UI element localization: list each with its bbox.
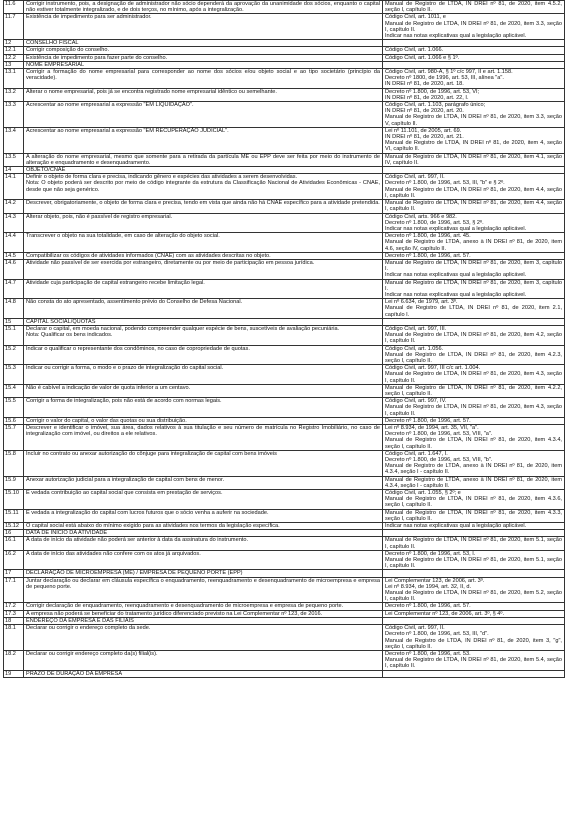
description-line: Atividade não passível de ser exercida por estrangeiro, diretamente ou por meio de participação em pessoa jurídica. [26,259,315,266]
requirement-description [24,523,383,530]
item-number: 18 [4,617,24,624]
table-row [4,384,565,397]
legal-reference [383,61,565,68]
description-line: Não é cabível a indicação de valor de quota inferior a um centavo. [26,384,191,391]
requirement-description [24,537,383,550]
description-line: Indicar ou corrigir a forma, o modo e o prazo de integralização do capital social. [26,365,224,372]
reference-line: Código Civil, art. 1.647, I. [385,450,448,457]
section-title [24,61,383,68]
reference-line: Indicar nas notas explicativas qual a legislação aplicável. [385,33,527,40]
legal-reference [383,384,565,397]
table-row [4,476,565,489]
reference-line: Manual de Registro de LTDA, IN DREI nº 81, de 2020, item 4.4, seção I, capítulo II. [385,200,562,213]
legal-reference [383,153,565,166]
item-number: 13.3 [4,102,24,128]
description-line: CONSELHO FISCAL [26,40,79,47]
table-row [4,102,565,128]
reference-line: Decreto nº 1.800, de 1996, art. 57. [385,252,471,259]
description-line: Indicar o qualificar o representante dos condôminos, no caso de copropriedade de quotas. [26,345,250,352]
table-row [4,650,565,670]
reference-line: IN DREI nº 81, de 2020, art. 20. [385,108,464,115]
requirement-description [24,365,383,385]
item-number: 15.2 [4,345,24,365]
reference-line: IN DREI nº 81, de 2020, art. 21. [385,134,464,141]
item-number: 12.2 [4,54,24,61]
legal-reference [383,299,565,319]
legal-reference [383,167,565,174]
legal-reference [383,537,565,550]
legal-reference [383,325,565,345]
legal-reference [383,259,565,279]
reference-line: Manual de Registro de LTDA, IN DREI nº 81, de 2020, item 5.2, seção I, capítulo II. [385,590,562,603]
description-line: Não consta do ato apresentado, assentimento prévio do Conselho de Defesa Nacional. [26,299,243,306]
table-row [4,398,565,418]
description-line: OBJETO/CNAE [26,167,66,174]
description-line: A data de início da atividade não poderá ser anterior à data da assinatura do instrumento. [26,537,249,544]
reference-line: Manual de Registro de LTDA, IN DREI nº 81, de 2020, item 3, "g", seção I, capítulo II. [385,637,562,650]
reference-line: Manual de Registro de LTDA, IN DREI nº 81, de 2020, item 5.4, seção I, capítulo II. [385,657,562,670]
description-line: Transcrever o objeto na sua totalidade, em caso de alteração do objeto social. [26,233,220,240]
description-line: Declarar o capital, em moeda nacional, podendo compreender qualquer espécie de bens, suscetíveis de avaliação pecuniária. [26,325,340,332]
description-line: Descrever e identificar o imóvel, sua área, dados relativos à sua titulação e seu número de matrícula no Registro Imobiliário, no caso de integralização com imóvel, ou direitos a ele relativos. [26,425,380,438]
reference-line: Lei nº 11.101, de 2005, art. 69. [385,127,462,134]
reference-line: Indicar nas notas explicativas qual a legislação aplicável. [385,523,527,530]
legal-reference [383,200,565,213]
description-line: PRAZO DE DURAÇÃO DA EMPRESA [26,670,123,677]
item-number: 13.1 [4,69,24,89]
item-number: 15.11 [4,509,24,522]
description-line: NOME EMPRESARIAL [26,61,85,68]
requirement-description [24,425,383,451]
legal-reference [383,550,565,570]
section-row [4,570,565,577]
section-title [24,617,383,624]
item-number: 15.3 [4,365,24,385]
legal-reference [383,54,565,61]
legal-reference [383,476,565,489]
requirement-description [24,200,383,213]
description-line: Declarar ou corrigir o endereço completo da sede. [26,625,151,632]
reference-line: Lei Complementar 123, de 2006, art. 3º. [385,577,485,584]
reference-line: Lei nº 6.634, de 1979, art. 3º. [385,299,458,306]
item-number: 14.7 [4,279,24,299]
legal-reference [383,365,565,385]
table-row [4,450,565,476]
requirement-description [24,233,383,253]
reference-line: Decreto nº 1.800, de 1996, art. 53, III, "b" e § 2º. [385,180,505,187]
reference-line: Manual de Registro de LTDA, anexo à IN DREI nº 81, de 2020, item 4.3.4, seção I - capítulo II. [385,463,562,476]
requirement-description [24,345,383,365]
table-row [4,365,565,385]
table-row [4,54,565,61]
requirement-description [24,1,383,14]
legal-reference [383,650,565,670]
reference-line: Manual de Registro de LTDA, IN DREI nº 81, de 2020, item 4.2.3, seção I, capítulo II. [385,351,562,364]
requirement-description [24,550,383,570]
item-number: 17 [4,570,24,577]
legal-reference [383,213,565,233]
table-row [4,14,565,40]
description-line: Juntar declaração ou declarar em cláusula específica o enquadramento, reenquadramento e desenquadramento de microempresa e empresa de pequeno porte. [26,577,380,590]
table-row [4,213,565,233]
reference-line: Lei nº 8.934, de 1994, art. 35, VII, "a". [385,425,479,431]
description-line: CAPITAL SOCIAL/QUOTAS [26,318,96,325]
description-line: Existência de impedimento para fazer parte do conselho. [26,54,168,61]
section-title [24,167,383,174]
legal-reference [383,279,565,299]
item-number: 14.2 [4,200,24,213]
legal-reference [383,69,565,89]
legal-reference [383,670,565,677]
requirement-description [24,577,383,603]
table-row [4,259,565,279]
legal-reference [383,530,565,537]
section-row [4,617,565,624]
reference-line: Lei nº 8.934, de 1994, art. 32, II, d. [385,583,472,590]
item-number: 13 [4,61,24,68]
table-row [4,88,565,101]
table-row [4,625,565,651]
reference-line: Manual de Registro de LTDA, IN DREI nº 81, de 2020, item 4.3.6, seção I, capítulo II. [385,496,562,509]
item-number: 15.6 [4,417,24,424]
reference-line: Decreto nº 1.800, de 1996, art. 53, I. [385,550,476,557]
reference-line: Decreto nº 1.800, de 1996, art. 45. [385,233,471,240]
item-number: 16 [4,530,24,537]
item-number: 14.5 [4,252,24,259]
item-number: 15 [4,318,24,325]
description-line: Existência de impedimento para ser administrador. [26,14,152,21]
table-row [4,252,565,259]
reference-line: Código Civil, art. 1.055, § 2º; e [385,490,461,497]
section-row [4,61,565,68]
item-number: 13.4 [4,127,24,153]
item-number: 14.1 [4,174,24,200]
description-line: Corrigir declaração de enquadramento, reenquadramento e desenquadramento de microempresa e empresa de pequeno porte. [26,603,344,610]
reference-line: Código Civil, art. 1.056. [385,345,444,352]
reference-line: Manual de Registro de LTDA, IN DREI nº 81, de 2020, item 4, seção VI, capítulo II. [385,140,562,153]
legal-reference [383,603,565,610]
reference-line: Manual de Registro de LTDA, IN DREI nº 81, de 2020, item 5.1, seção I, capítulo II. [385,557,562,570]
requirement-description [24,259,383,279]
description-line: Corrigir instrumento, pois, a designação de administrador não sócio dependerá da aprovação da unanimidade dos sócios, enquanto o capital não estiver totalmente integralizado, e de dois terços, no mínimo, após a integralização. [26,1,380,14]
table-row [4,425,565,451]
reference-line: Manual de Registro de LTDA, IN DREI nº 81, de 2020, item 4.3.3, seção I, capítulo II. [385,509,562,522]
item-number: 15.10 [4,490,24,510]
description-line: É vedada a integralização do capital com lucros futuros que o sócio venha a auferir na sociedade. [26,509,269,516]
requirement-description [24,47,383,54]
table-row [4,1,565,14]
section-title [24,40,383,47]
item-number: 15.12 [4,523,24,530]
description-line: É vedada contribuição ao capital social que consista em prestação de serviços. [26,490,223,497]
description-line: A alteração do nome empresarial, mesmo que somente para a retirada da partícula ME ou EPP deve ser feita por meio do instrumento de alteração e enquadramento e desenquadramento. [26,153,380,166]
requirement-description [24,610,383,617]
table-row [4,279,565,299]
legal-reference [383,523,565,530]
item-number: 14.6 [4,259,24,279]
reference-line: Decreto nº 1.800, de 1996, art. 53, § 2º. [385,219,484,226]
table-row [4,603,565,610]
item-number: 18.1 [4,625,24,651]
description-line: Descrever, obrigatoriamente, o objeto de forma clara e precisa, tendo em vista que ainda não há CNAE específico para a atividade pretendida. [26,200,380,207]
description-line: DATA DE INÍCIO DA ATIVIDADE [26,530,108,537]
section-title [24,318,383,325]
table-row [4,200,565,213]
reference-line: Código Civil, art. 997, II. [385,625,445,632]
item-number: 15.4 [4,384,24,397]
description-line: A empresa não poderá se beneficiar do tratamento jurídico diferenciado previsto na Lei Complementar nº 123, de 2016. [26,610,323,617]
legal-reference [383,577,565,603]
item-number: 17.3 [4,610,24,617]
reference-line: Manual de Registro de LTDA, IN DREI nº 81, de 2020, item 2.1, capítulo I. [385,305,562,318]
reference-line: Manual de Registro de LTDA, IN DREI nº 81, de 2020, item 4.2.2, seção I, capítulo II. [385,384,562,397]
item-number: 15.5 [4,398,24,418]
reference-line: Código Civil, arts. 966 e 982. [385,213,457,220]
table-row [4,523,565,530]
reference-line: Manual de Registro de LTDA, anexo à IN DREI nº 81, de 2020, item 4.6, seção IV, capítulo II. [385,239,562,252]
requirement-description [24,127,383,153]
legal-reference [383,345,565,365]
table-row [4,417,565,424]
legal-reference [383,610,565,617]
description-line: Acrescentar ao nome empresarial a expressão "EM RECUPERAÇÃO JUDICIAL". [26,127,229,134]
requirement-description [24,625,383,651]
requirement-description [24,490,383,510]
requirement-description [24,252,383,259]
legal-reference [383,398,565,418]
requirements-table-body [4,1,565,678]
reference-line: Decreto nº 1.800, de 1996, art. 53, III, "d". [385,631,489,638]
legal-reference [383,417,565,424]
reference-line: Lei Complementar nº 123, de 2006, art. 3º, § 4º. [385,610,505,617]
item-number: 18.2 [4,650,24,670]
requirement-description [24,102,383,128]
table-row [4,127,565,153]
requirement-description [24,417,383,424]
item-number: 11.7 [4,14,24,40]
description-line: Anexar autorização judicial para a integralização de capital com bens de menor. [26,476,225,483]
description-line: Alterar o nome empresarial, pois já se encontra registrado nome empresarial idêntico ou semelhante. [26,88,277,95]
item-number: 15.1 [4,325,24,345]
table-row [4,345,565,365]
reference-line: Manual de Registro de LTDA, IN DREI nº 81, de 2020, item 4.3, seção I, capítulo II. [385,404,562,417]
requirement-description [24,450,383,476]
requirement-description [24,299,383,319]
legal-reference [383,625,565,651]
reference-line: Manual de Registro de LTDA, IN DREI nº 81, de 2020, item 3, capítulo I. [385,259,562,273]
requirement-description [24,476,383,489]
table-row [4,577,565,603]
table-row [4,174,565,200]
section-row [4,40,565,47]
reference-line: IN DREI nº 81, de 2020, art. 18. [385,81,464,88]
legal-reference [383,40,565,47]
reference-line: Manual de Registro de LTDA, IN DREI nº 81, de 2020, item 5.1, seção I, capítulo II. [385,537,562,550]
reference-line: Código Civil, art. 1.066 e § 1º. [385,54,460,61]
item-number: 16.1 [4,537,24,550]
legal-reference [383,617,565,624]
reference-line: Código Civil, art. 997, III c/c art. 1.004. [385,365,481,372]
requirement-description [24,650,383,670]
item-number: 14 [4,167,24,174]
reference-line: Manual de Registro de LTDA, IN DREI nº 81, de 2020, item 3, capítulo I. [385,279,562,292]
legal-reference [383,570,565,577]
table-row [4,610,565,617]
table-row [4,509,565,522]
requirement-description [24,14,383,40]
legal-reference [383,14,565,40]
item-number: 19 [4,670,24,677]
legal-reference [383,252,565,259]
table-row [4,69,565,89]
requirement-description [24,398,383,418]
description-line: ENDEREÇO DA EMPRESA E DAS FILIAIS [26,617,134,624]
reference-line: Manual de Registro de LTDA, IN DREI nº 81, de 2020, item 3.3, seção V, capítulo II. [385,114,562,127]
reference-line: Indicar nas notas explicativas qual a legislação aplicável. [385,225,527,232]
legal-reference [383,509,565,522]
item-number: 15.8 [4,450,24,476]
description-line: Acrescentar ao nome empresarial a expressão "EM LIQUIDAÇÃO". [26,102,194,109]
table-row [4,325,565,345]
section-row [4,670,565,677]
section-title [24,670,383,677]
item-number: 17.2 [4,603,24,610]
reference-line: Manual de Registro de LTDA, IN DREI nº 81, de 2020, item 4.3, seção I, capítulo II. [385,371,562,384]
requirement-description [24,603,383,610]
legal-reference [383,318,565,325]
reference-line: Decreto nº 1.800, de 1996, art. 53, VIII, "a". [385,431,493,438]
legal-reference [383,174,565,200]
legal-reference [383,88,565,101]
description-line: O capital social está abaixo do mínimo exigido para as atividades nos termos da legislação específica. [26,523,280,530]
requirements-table [3,0,565,678]
reference-line: Código Civil, art. 1.066. [385,47,444,54]
item-number: 16.2 [4,550,24,570]
description-line: Declarar ou corrigir endereço completo da(s) filial(is). [26,650,158,657]
item-number: 17.1 [4,577,24,603]
item-number: 12 [4,40,24,47]
legal-reference [383,1,565,14]
reference-line: IN DREI nº 81, de 2020, art. 22, I. [385,94,469,101]
table-row [4,550,565,570]
reference-line: Decreto nº 1.800, de 1996, art. 53, VIII, "b". [385,457,493,464]
legal-reference [383,127,565,153]
description-line: Nota: O objeto poderá ser descrito por meio de código integrante da estrutura da Classificação Nacional de Atividades Econômicas - CNAE, desde que não seja genérico. [26,180,380,193]
legal-reference [383,425,565,451]
requirement-description [24,174,383,200]
reference-line: Decreto nº 1.800, de 1996, art. 53, VI; [385,88,480,95]
item-number: 11.6 [4,1,24,14]
reference-line: Código Civil, art. 997, II. [385,174,445,181]
item-number: 14.8 [4,299,24,319]
description-line: Atividade cuja participação de capital estrangeiro recebe limitação legal. [26,279,205,286]
legal-reference [383,490,565,510]
reference-line: Decreto nº 1.800, de 1996, art. 57. [385,603,471,610]
requirement-description [24,279,383,299]
reference-line: Decreto nº 1.800, de 1996, art. 53. [385,650,471,657]
reference-line: Manual de Registro de LTDA, IN DREI nº 81, de 2020, item 4.2, seção I, capítulo II. [385,332,562,345]
section-row [4,318,565,325]
requirement-description [24,509,383,522]
reference-line: Manual de Registro de LTDA, IN DREI nº 81, de 2020, item 4.1, seção IV, capítulo II. [385,153,562,166]
requirement-description [24,384,383,397]
table-row [4,537,565,550]
reference-line: Código Civil, art. 997, III. [385,325,447,332]
description-line: Alterar objeto, pois, não é passível de registro empresarial. [26,213,173,220]
item-number: 15.9 [4,476,24,489]
description-line: Corrigir a formação do nome empresarial para corresponder ao nome dos sócios e/ou objeto social e ao tipo societário (princípio da veracidade). [26,69,380,82]
reference-line: Manual de Registro de LTDA, IN DREI nº 81, de 2020, item 3.3, seção I, capítulo II. [385,20,562,33]
description-line: Compatibilizar os códigos de atividades informados (CNAE) com as atividades descritas no objeto. [26,252,271,259]
reference-line: Código Civil, art. 980-A, § 1º c/c 997, II e art. 1.158. [385,69,513,76]
description-line: Corrigir composição do conselho. [26,47,110,54]
requirement-description [24,88,383,101]
reference-line: Manual de Registro de LTDA, IN DREI nº 81, de 2020, item 4.5.2, seção I, capítulo II. [385,1,562,14]
requirement-description [24,213,383,233]
item-number: 13.5 [4,153,24,166]
reference-line: Código Civil, art. 997, IV. [385,398,447,405]
description-line: Corrigir a forma de integralização, pois não está de acordo com normas legais. [26,398,222,405]
item-number: 14.3 [4,213,24,233]
table-row [4,233,565,253]
reference-line: Código Civil, art. 1.103, parágrafo único; [385,102,486,109]
description-line: A data de início das atividades não confere com os atos já arquivados. [26,550,201,557]
section-title [24,570,383,577]
legal-reference [383,450,565,476]
table-row [4,47,565,54]
requirement-description [24,153,383,166]
reference-line: Manual de Registro de LTDA, IN DREI nº 81, de 2020, item 4.4, seção I, capítulo II. [385,186,562,199]
item-number: 14.4 [4,233,24,253]
requirements-table-page [3,0,564,678]
reference-line: Indicar nas notas explicativas qual a legislação aplicável. [385,272,527,279]
section-title [24,530,383,537]
description-line: DECLARAÇÃO DE MICROEMPRESA (ME) / EMPRESA DE PEQUENO PORTE (EPP) [26,570,243,577]
reference-line: Manual de Registro de LTDA, IN DREI nº 81, de 2020, item 4.3.4, seção I, capítulo II. [385,437,562,450]
reference-line: Decreto nº 1800, de 1996, art. 53, III, alínea "a". [385,75,504,82]
reference-line: Decreto nº 1.800, de 1996, art. 57. [385,417,471,424]
item-number: 12.1 [4,47,24,54]
reference-line: Manual de Registro de LTDA, anexo à IN DREI nº 81, de 2020, item 4.3.4, seção I - capítulo II. [385,476,562,489]
reference-line: Código Civil, art. 1011, e [385,14,446,21]
legal-reference [383,47,565,54]
section-row [4,530,565,537]
requirement-description [24,54,383,61]
table-row [4,299,565,319]
description-line: Definir o objeto de forma clara e precisa, indicando gênero e espécies das atividades a serem desenvolvidas. [26,174,298,181]
requirement-description [24,69,383,89]
table-row [4,490,565,510]
table-row [4,153,565,166]
legal-reference [383,102,565,128]
description-line: Incluir no contrato ou anexar autorização do cônjuge para integralização de capital com bens imóveis [26,450,277,457]
requirement-description [24,325,383,345]
item-number: 13.2 [4,88,24,101]
description-line: Corrigir o valor do capital, o valor das quotas ou sua distribuição. [26,417,187,424]
description-line: Nota: Qualificar os bens indicados. [26,332,113,339]
section-row [4,167,565,174]
legal-reference [383,233,565,253]
reference-line: Indicar nas notas explicativas qual a legislação aplicável. [385,291,527,298]
item-number: 15.7 [4,425,24,451]
